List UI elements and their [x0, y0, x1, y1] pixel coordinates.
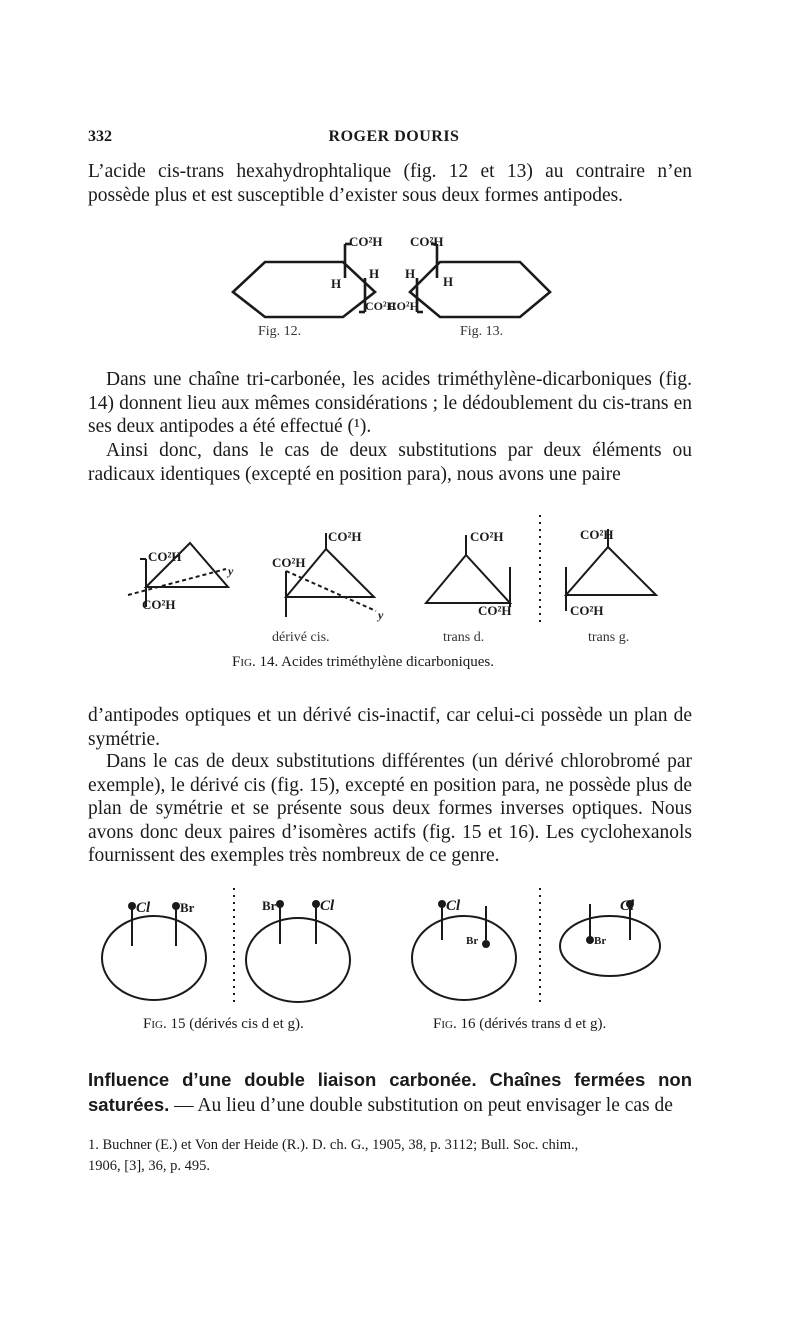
co2h-label: CO²H [148, 549, 182, 564]
ring-1 [102, 916, 206, 1000]
fig-14-caption-text: Acides triméthylène dicarboniques. [281, 654, 494, 670]
cl-label: Cl [446, 898, 461, 914]
fig-12-caption: Fig. 12. [258, 324, 302, 339]
triangle-3 [426, 555, 510, 603]
co2h-label: CO²H [470, 529, 504, 544]
co2h-label: CO²H [365, 299, 396, 313]
co2h-label: CO²H [410, 234, 444, 249]
footnote-line-2: 1906, [3], 36, p. 495. [88, 1158, 211, 1174]
paragraph-4: d’antipodes optiques et un dérivé cis-inactif, car celui-ci possède un plan de symétrie. [88, 705, 692, 750]
co2h-label: CO²H [580, 527, 614, 542]
footnote [88, 1135, 698, 1177]
figure-15-16 [98, 888, 698, 1010]
section-heading: Influence d’une double liaison carbonée. Chaînes fermées non saturées. [88, 1069, 692, 1115]
fig-14-caption [232, 654, 494, 671]
fig-14-label-trans-d: trans d. [443, 630, 485, 645]
y-label: y [378, 608, 384, 622]
co2h-label: CO²H [388, 299, 419, 313]
paragraph-6: — Au lieu d’une double substitution on peut envisager le cas de [169, 1095, 673, 1116]
cl-label: Cl [620, 898, 635, 914]
ring-4 [560, 916, 660, 976]
co2h-label: CO²H [142, 597, 176, 612]
fig-14-number: Fig. 14. [232, 654, 279, 670]
fig-13-caption: Fig. 13. [460, 324, 504, 339]
paragraph-5: Dans le cas de deux substitutions différentes (un dérivé chlorobromé par exemple), le dérivé cis (fig. 15), excepté en position para, ne possède plus de plan de symétrie et se présente sous deux formes inverses optiques. Nous avons donc deux paires d’isomères actifs (fig. 15 et 16). Les cyclohexanols fournissent des exemples très nombreux de ce genre. [88, 751, 692, 867]
co2h-label: CO²H [349, 234, 383, 249]
page-number: 332 [88, 128, 112, 145]
fig-15-number: Fig. 15 [143, 1016, 186, 1032]
fig-16-number: Fig. 16 [433, 1016, 476, 1032]
fig-15-caption [143, 1016, 304, 1033]
ring-3 [412, 916, 516, 1000]
h-label: H [443, 274, 454, 289]
br-label: Br [180, 900, 195, 915]
br-label: Br [262, 898, 277, 913]
co2h-label: CO²H [272, 555, 306, 570]
paragraph-3: Ainsi donc, dans le cas de deux substitutions par deux éléments ou radicaux identiques (excepté en position para), nous avons une paire [88, 440, 692, 485]
fig-15-caption-text: (dérivés cis d et g). [189, 1016, 304, 1032]
co2h-label: CO²H [570, 603, 604, 618]
br-label: Br [594, 935, 607, 947]
h-label: H [405, 266, 416, 281]
running-head: ROGER DOURIS [328, 128, 460, 145]
ring-2 [246, 918, 350, 1002]
hexagon-left [233, 262, 375, 317]
cl-label: Cl [136, 900, 151, 916]
figure-14 [118, 515, 678, 635]
fig-16-caption-text: (dérivés trans d et g). [479, 1016, 607, 1032]
page-header [88, 128, 700, 148]
h-label: H [331, 276, 342, 291]
triangle-4 [566, 547, 656, 595]
footnote-line-1: 1. Buchner (E.) et Von der Heide (R.). D. ch. G., 1905, 38, p. 3112; Bull. Soc. chim., [88, 1137, 579, 1153]
cl-label: Cl [320, 898, 335, 914]
fig-14-label-cis: dérivé cis. [272, 630, 330, 645]
hexagon-right [410, 262, 550, 317]
section-paragraph [88, 1068, 692, 1118]
paragraph-2: Dans une chaîne tri-carbonée, les acides triméthylène-dicarboniques (fig. 14) donnent lieu aux mêmes considérations ; le dédoublement du cis-trans en ses deux antipodes a été effectué (¹). [88, 369, 692, 438]
co2h-label: CO²H [328, 529, 362, 544]
paragraph-1: L’acide cis-trans hexahydrophtalique (fig. 12 et 13) au contraire n’en possède plus et est susceptible d’exister sous deux formes antipodes. [88, 161, 692, 206]
co2h-label: CO²H [478, 603, 512, 618]
fig-14-label-trans-g: trans g. [588, 630, 630, 645]
br-label: Br [466, 935, 479, 947]
h-label: H [369, 266, 380, 281]
y-label: y [228, 564, 234, 578]
fig-16-caption [433, 1016, 606, 1033]
